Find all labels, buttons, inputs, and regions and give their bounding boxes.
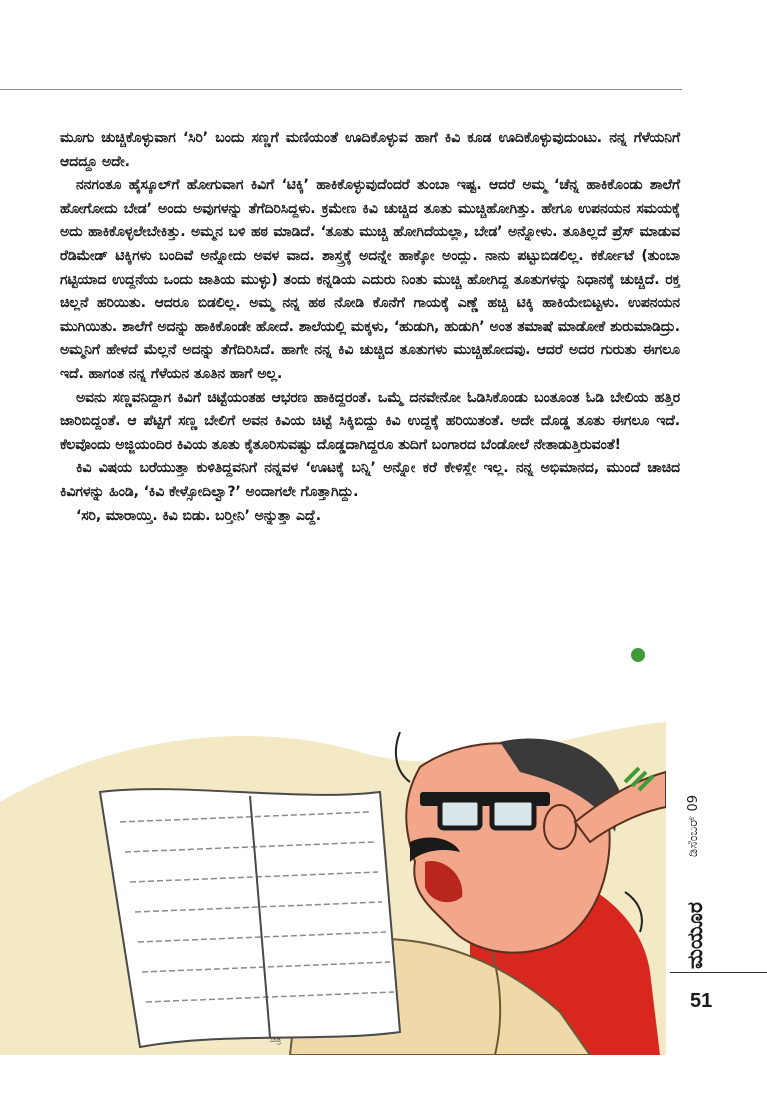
paragraph-2: ನನಗಂತೂ ಹೈಸ್ಕೂಲ್‌ಗೆ ಹೋಗುವಾಗ ಕಿವಿಗೆ ‘ಟಿಕ್ಕಿ’ ಹಾಕಿಕೊಳ್ಳುವುದೆಂದರೆ ತುಂಬಾ ಇಷ್ಟ. ಆದರೆ ಅಮ್ಮ ‘ಚೆನ್ನ ಹಾಕಿಕೊಂಡು ಶಾಲೆಗೆ ಹೋಗೋದು ಬೇಡ’ ಅಂದು ಅವುಗಳನ್ನು ತೆಗೆದಿರಿಸಿದ್ದಳು. ಕ್ರಮೇಣ ಕಿವಿ ಚುಚ್ಚಿದ ತೂತು ಮುಚ್ಚಿಹೋಗಿತ್ತು. ಹೇಗೂ ಉಪನಯನ ಸಮಯಕ್ಕೆ ಅದು ಹಾಕಿಕೊಳ್ಳಲೇಬೇಕಿತ್ತು. ಅಮ್ಮನ ಬಳಿ ಹಠ ಮಾಡಿದೆ. ‘ತೂತು ಮುಚ್ಚಿ ಹೋಗಿದೆಯಲ್ಲಾ, ಬೇಡ’ ಅನ್ನೋಳು. ತೂತಿಲ್ಲದೆ ಪ್ರೆಸ್ ಮಾಡುವ ರೆಡಿಮೇಡ್ ಟಿಕ್ಕಿಗಳು ಬಂದಿವೆ ಅನ್ನೋದು ಅವಳ ವಾದ. ಶಾಸ್ತ್ರಕ್ಕೆ ಅದನ್ನೇ ಹಾಕ್ಕೋ ಅಂದ್ಲು. ನಾನು ಪಟ್ಟುಬಿಡಲಿಲ್ಲ. ಕರ್ಕೋಟೆ (ತುಂಬಾ ಗಟ್ಟಿಯಾದ ಉದ್ದನೆಯ ಒಂದು ಜಾತಿಯ ಮುಳ್ಳು) ತಂದು ಕನ್ನಡಿಯ ಎದುರು ನಿಂತು ಮುಚ್ಚಿ ಹೋಗಿದ್ದ ತೂತುಗಳನ್ನು ನಿಧಾನಕ್ಕೆ ಚುಚ್ಚಿದೆ. ರಕ್ತ ಚಿಲ್ಲನೆ ಹರಿಯಿತು. ಆದರೂ ಬಿಡಲಿಲ್ಲ. ಅಮ್ಮ ನನ್ನ ಹಠ ನೋಡಿ ಕೊನೆಗೆ ಗಾಯಕ್ಕೆ ಎಣ್ಣೆ ಹಚ್ಚಿ ಟಿಕ್ಕಿ ಹಾಕಿಯೇಬಿಟ್ಟಳು. ಉಪನಯನ ಮುಗಿಯಿತು. ಶಾಲೆಗೆ ಅದನ್ನು ಹಾಕಿಕೊಂಡೇ ಹೋದೆ. ಶಾಲೆಯಲ್ಲಿ ಮಕ್ಕಳು, ‘ಹುಡುಗಿ, ಹುಡುಗಿ’ ಅಂತ ತಮಾಷೆ ಮಾಡೋಕೆ ಶುರುಮಾಡಿದ್ರು. ಅಮ್ಮನಿಗೆ ಹೇಳದೆ ಮೆಲ್ಲನೆ ಅದನ್ನು ತೆಗೆದಿರಿಸಿದೆ. ಹಾಗೇ ನನ್ನ ಕಿವಿ ಚುಚ್ಚಿದ ತೂತುಗಳು ಮುಚ್ಚಿಹೋದವು. ಆದರೆ ಅದರ ಗುರುತು ಈಗಲೂ ಇದೆ. ಹಾಗಂತ ನನ್ನ ಗೆಳೆಯನ ತೂತಿನ ಹಾಗೆ ಅಲ್ಲ. [60, 177, 680, 382]
issue-date: ಡಿಸೆಂಬರ್ 09 [686, 795, 701, 857]
top-divider [0, 89, 682, 90]
article-body [60, 127, 680, 528]
paragraph-1: ಮೂಗು ಚುಚ್ಚಿಕೊಳ್ಳುವಾಗ ‘ಸಿರಿ’ ಬಂದು ಸಣ್ಣಗೆ ಮಣಿಯಂತೆ ಊದಿಕೊಳ್ಳುವ ಹಾಗೆ ಕಿವಿ ಕೂಡ ಊದಿಕೊಳ್ಳುವುದುಂಟು. ನನ್ನ ಗೆಳೆಯನಿಗೆ ಆದದ್ದೂ ಅದೇ. [60, 130, 680, 170]
paragraph-5: ‘ಸರಿ, ಮಾರಾಯ್ತಿ. ಕಿವಿ ಬಿಡು. ಬರ್‍ತೀನಿ’ ಅನ್ನುತ್ತಾ ಎದ್ದೆ. [76, 507, 321, 524]
paragraph-3: ಅವನು ಸಣ್ಣವನಿದ್ದಾಗ ಕಿವಿಗೆ ಚಿಟ್ಟೆಯಂತಹ ಆಭರಣ ಹಾಕಿದ್ದರಂತೆ. ಒಮ್ಮೆ ದನವೇನೋ ಓಡಿಸಿಕೊಂಡು ಬಂತೂಂತ ಓಡಿ ಬೇಲಿಯ ಹತ್ತಿರ ಜಾರಿಬಿದ್ದಂತೆ. ಆ ಪೆಟ್ಟಿಗೆ ಸಣ್ಣ ಬೇಲಿಗೆ ಅವನ ಕಿವಿಯ ಚಿಟ್ಟೆ ಸಿಕ್ಕಿಬಿದ್ದು ಕಿವಿ ಉದ್ದಕ್ಕೆ ಹರಿಯಿತಂತೆ. ಅದೇ ದೊಡ್ಡ ತೂತು ಈಗಲೂ ಇದೆ. ಕೆಲವೊಂದು ಅಜ್ಜಿಯಂದಿರ ಕಿವಿಯ ತೂತು ಕೈತೂರಿಸುವಷ್ಟು ದೊಡ್ಡದಾಗಿದ್ದರೂ ತುದಿಗೆ ಬಂಗಾರದ ಬೆಂಡೋಲೆ ನೇತಾಡುತ್ತಿರುವಂತೆ! [60, 389, 680, 453]
end-mark-icon [631, 648, 645, 662]
illustrator-signature: ಚಿತ್ರ [270, 1035, 282, 1045]
paragraph-4: ಕಿವಿ ವಿಷಯ ಬರೆಯುತ್ತಾ ಕುಳಿತಿದ್ದವನಿಗೆ ನನ್ನವಳ ‘ಊಟಕ್ಕೆ ಬನ್ನಿ’ ಅನ್ನೋ ಕರೆ ಕೇಳಿಸ್ಲೇ ಇಲ್ಲ. ನನ್ನ ಅಭಿಮಾನದ, ಮುಂದೆ ಚಾಚಿದ ಕಿವಿಗಳನ್ನು ಹಿಂಡಿ, ‘ಕಿವಿ ಕೇಳ್ಸೋದಿಲ್ವಾ?’ ಅಂದಾಗಲೇ ಗೊತ್ತಾಗಿದ್ದು. [60, 460, 680, 500]
cartoon-illustration [0, 712, 666, 1055]
sidebar-divider [670, 972, 767, 973]
page-number: 51 [690, 990, 713, 1012]
newspaper-icon [100, 789, 400, 1047]
magazine-name: ಮಯೂರ [683, 902, 707, 969]
